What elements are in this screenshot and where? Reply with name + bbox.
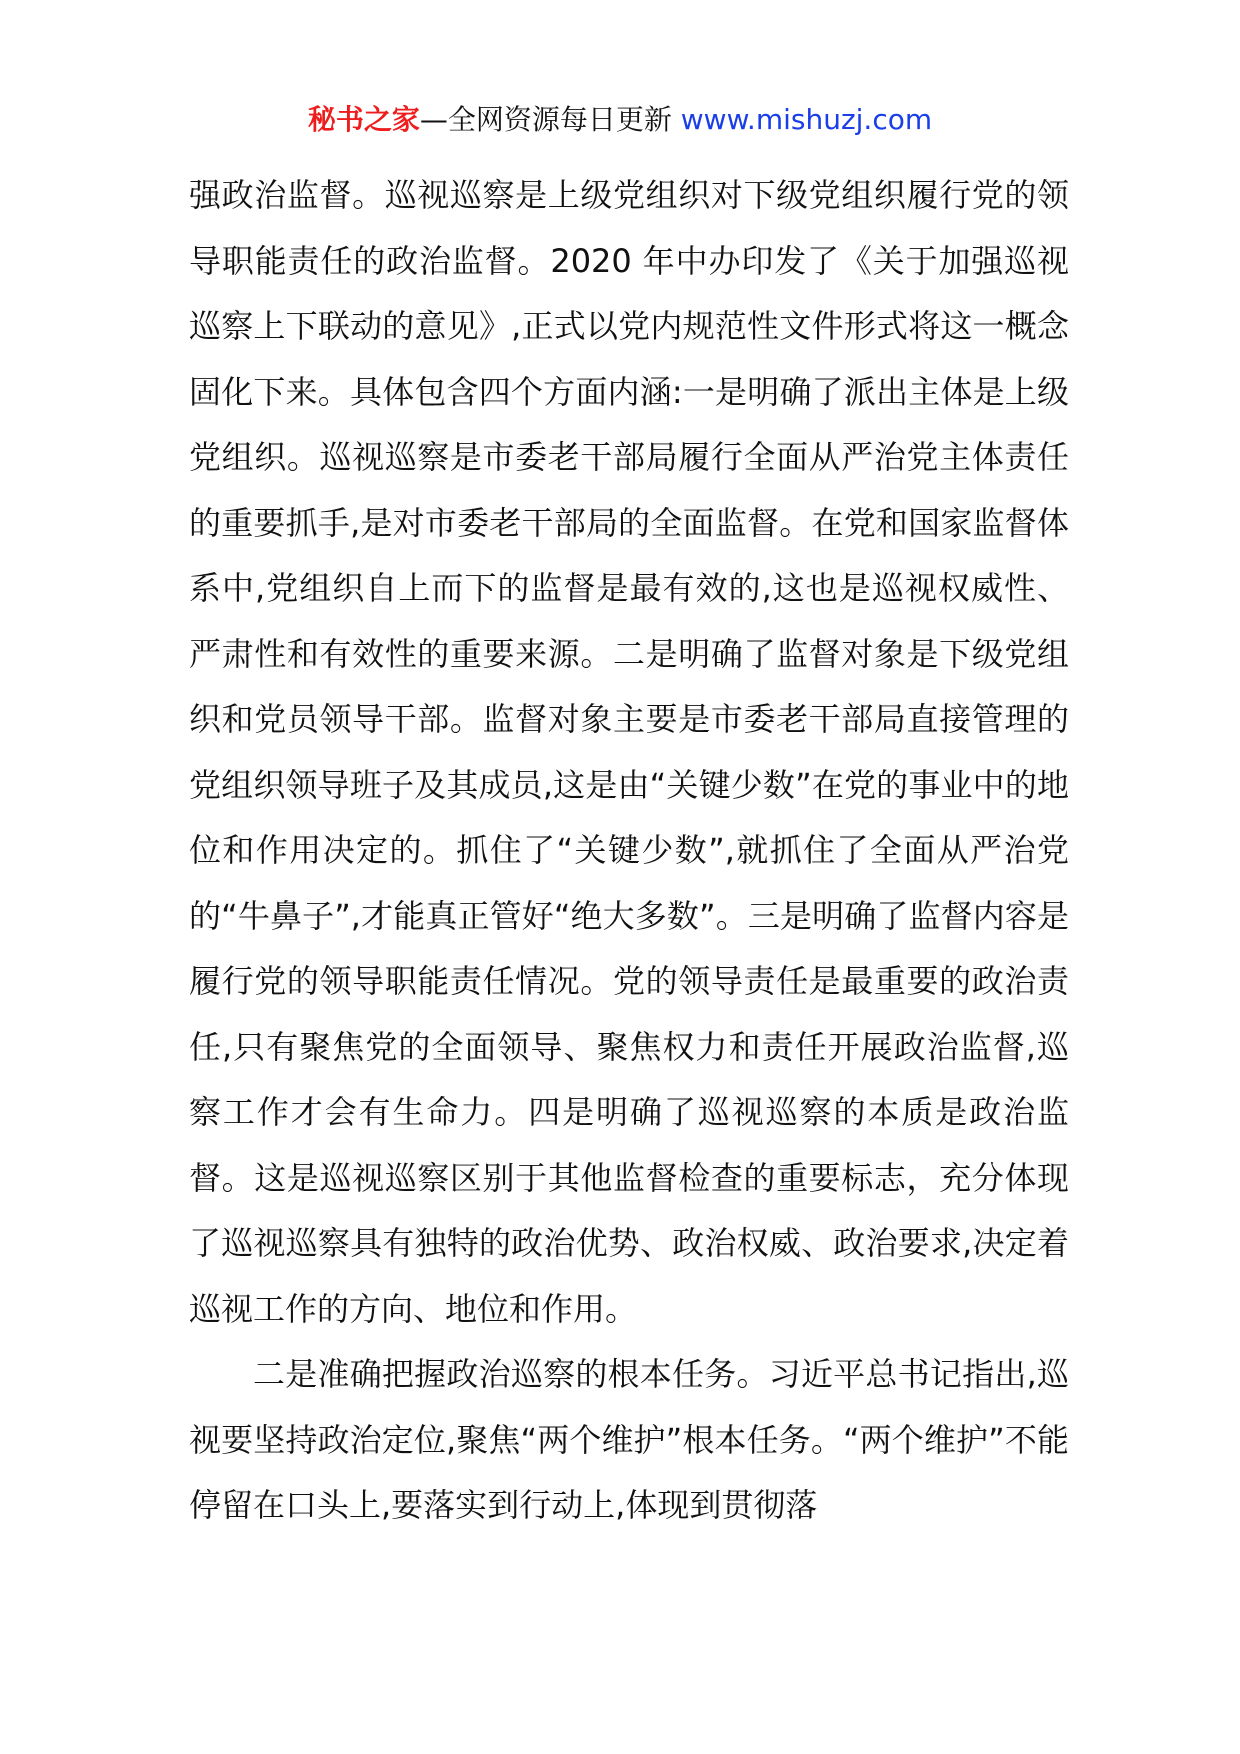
header-url[interactable]: www.mishuzj.com <box>680 103 933 136</box>
page-header <box>0 100 1240 140</box>
document-body <box>189 163 1069 1539</box>
header-brand: 秘书之家 <box>307 103 420 136</box>
header-tagline: —全网资源每日更新 <box>419 103 681 136</box>
paragraph-1: 强政治监督。巡视巡察是上级党组织对下级党组织履行党的领导职能责任的政治监督。2020 年中办印发了《关于加强巡视巡察上下联动的意见》,正式以党内规范性文件形式将这一概念固化下来。具体包含四个方面内涵:一是明确了派出主体是上级党组织。巡视巡察是市委老干部局履行全面从严治党主体责任的重要抓手,是对市委老干部局的全面监督。在党和国家监督体系中,党组织自上而下的监督是最有效的,这也是巡视权威性、严肃性和有效性的重要来源。二是明确了监督对象是下级党组织和党员领导干部。监督对象主要是市委老干部局直接管理的党组织领导班子及其成员,这是由“关键少数”在党的事业中的地位和作用决定的。抓住了“关键少数”,就抓住了全面从严治党的“牛鼻子”,才能真正管好“绝大多数”。三是明确了监督内容是履行党的领导职能责任情况。党的领导责任是最重要的政治责任,只有聚焦党的全面领导、聚焦权力和责任开展政治监督,巡察工作才会有生命力。四是明确了巡视巡察的本质是政治监督。这是巡视巡察区别于其他监督检查的重要标志，充分体现了巡视巡察具有独特的政治优势、政治权威、政治要求,决定着巡视工作的方向、地位和作用。 <box>189 176 1069 1328</box>
paragraph-2: 二是准确把握政治巡察的根本任务。习近平总书记指出,巡视要坚持政治定位,聚焦“两个维护”根本任务。“两个维护”不能停留在口头上,要落实到行动上,体现到贯彻落 <box>189 1355 1069 1524</box>
